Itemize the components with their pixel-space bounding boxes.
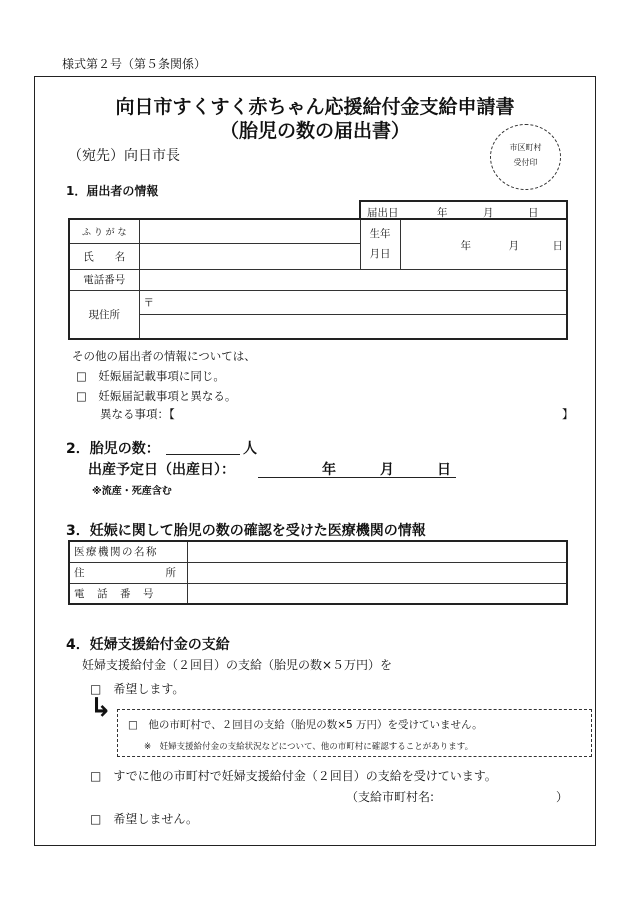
option-received-checkbox[interactable]: □ すでに他の市町村で妊婦支援給付金（２回目）の支給を受けています。: [90, 769, 497, 783]
option-no-checkbox[interactable]: □ 希望しません。: [90, 812, 199, 826]
due-month-label: 月: [380, 462, 394, 478]
filed-date-box[interactable]: [359, 200, 568, 220]
medical-institution-table: [68, 540, 568, 605]
institution-phone-label: [69, 583, 187, 604]
sub-option-note: ※ 妊婦支援給付金の支給状況などについて、他の市町村に確認することがあります。: [144, 742, 474, 752]
section2-heading-suffix: 人: [243, 441, 257, 457]
form-code: 様式第２号（第５条関係）: [62, 57, 207, 71]
reception-stamp-area: [490, 124, 561, 190]
page-title: 向日市すくすく赤ちゃん応援給付金支給申請書: [115, 96, 515, 118]
section2-heading-prefix: 2．胎児の数：: [66, 441, 160, 457]
postal-code-field[interactable]: [139, 290, 567, 314]
institution-name-field[interactable]: [187, 541, 567, 562]
name-field[interactable]: [139, 243, 360, 269]
birth-year-label: 年: [460, 240, 471, 252]
institution-name-label: [69, 541, 187, 562]
due-date-label: 出産予定日（出産日）：: [88, 462, 235, 478]
page-subtitle: （胎児の数の届出書）: [219, 120, 410, 142]
birth-month-label: 月: [508, 240, 519, 252]
municipality-label: （支給市町村名:: [346, 790, 435, 804]
address-label: 現住所: [69, 290, 139, 339]
institution-phone-field[interactable]: [187, 583, 567, 604]
birth-day-label: 日: [552, 240, 563, 252]
section3-heading: 3．妊娠に関して胎児の数の確認を受けた医療機関の情報: [66, 523, 426, 539]
furigana-field[interactable]: [139, 219, 360, 243]
option-wish-checkbox[interactable]: □ 希望します。: [90, 682, 185, 696]
due-day-label: 日: [437, 462, 451, 478]
municipality-close: ）: [556, 790, 569, 804]
due-year-label: 年: [322, 462, 336, 478]
phone-field[interactable]: [139, 269, 567, 290]
filed-month-label: 月: [483, 207, 494, 219]
institution-address-text: 住 所: [74, 567, 176, 579]
miscarriage-note: ※流産・死産含む: [92, 486, 172, 497]
section4-intro: 妊婦支援給付金（２回目）の支給（胎児の数×５万円）を: [82, 658, 393, 672]
different-items-close: 】: [562, 407, 574, 421]
fetus-count-field[interactable]: [166, 453, 240, 455]
filed-day-label: 日: [528, 207, 539, 219]
birthdate-field[interactable]: [400, 219, 567, 269]
phone-label: 電話番号: [69, 269, 139, 290]
different-items-label: 異なる事項：【: [100, 407, 175, 421]
birth-label-1: 生年: [369, 228, 391, 241]
section1-heading: 1．届出者の情報: [66, 184, 159, 198]
sub-option-checkbox[interactable]: □ 他の市町村で、２回目の支給（胎児の数×5 万円）を受けていません。: [128, 719, 483, 731]
option-same-checkbox[interactable]: □ 妊娠届記載事項に同じ。: [76, 369, 225, 383]
filed-year-label: 年: [437, 207, 448, 219]
section4-heading: 4．妊婦支援給付金の支給: [66, 637, 230, 653]
sub-option-box: [117, 709, 592, 757]
other-info-text: その他の届出者の情報については、: [72, 349, 256, 363]
birth-label-2: 月日: [369, 248, 391, 261]
stamp-label-2: 受付印: [513, 158, 538, 167]
filed-date-label: 届出日: [367, 207, 399, 219]
institution-phone-text: 電 話 番 号: [74, 587, 155, 600]
option-different-checkbox[interactable]: □ 妊娠届記載事項と異なる。: [76, 389, 237, 403]
institution-address-field[interactable]: [187, 562, 567, 583]
address-field[interactable]: [139, 314, 567, 339]
name-label: 氏 名: [69, 243, 139, 269]
institution-name-text: 医療機関の名称: [74, 546, 158, 559]
birthdate-label: [360, 219, 400, 269]
postal-mark: 〒: [143, 296, 154, 309]
addressee: （宛先）向日市長: [68, 148, 180, 164]
stamp-label-1: 市区町村: [509, 143, 542, 152]
institution-address-label: [69, 562, 187, 583]
furigana-label: ふ り が な: [69, 219, 139, 243]
due-date-field[interactable]: [258, 476, 456, 478]
applicant-table: [68, 218, 568, 340]
arrow-icon: ↳: [90, 693, 112, 723]
